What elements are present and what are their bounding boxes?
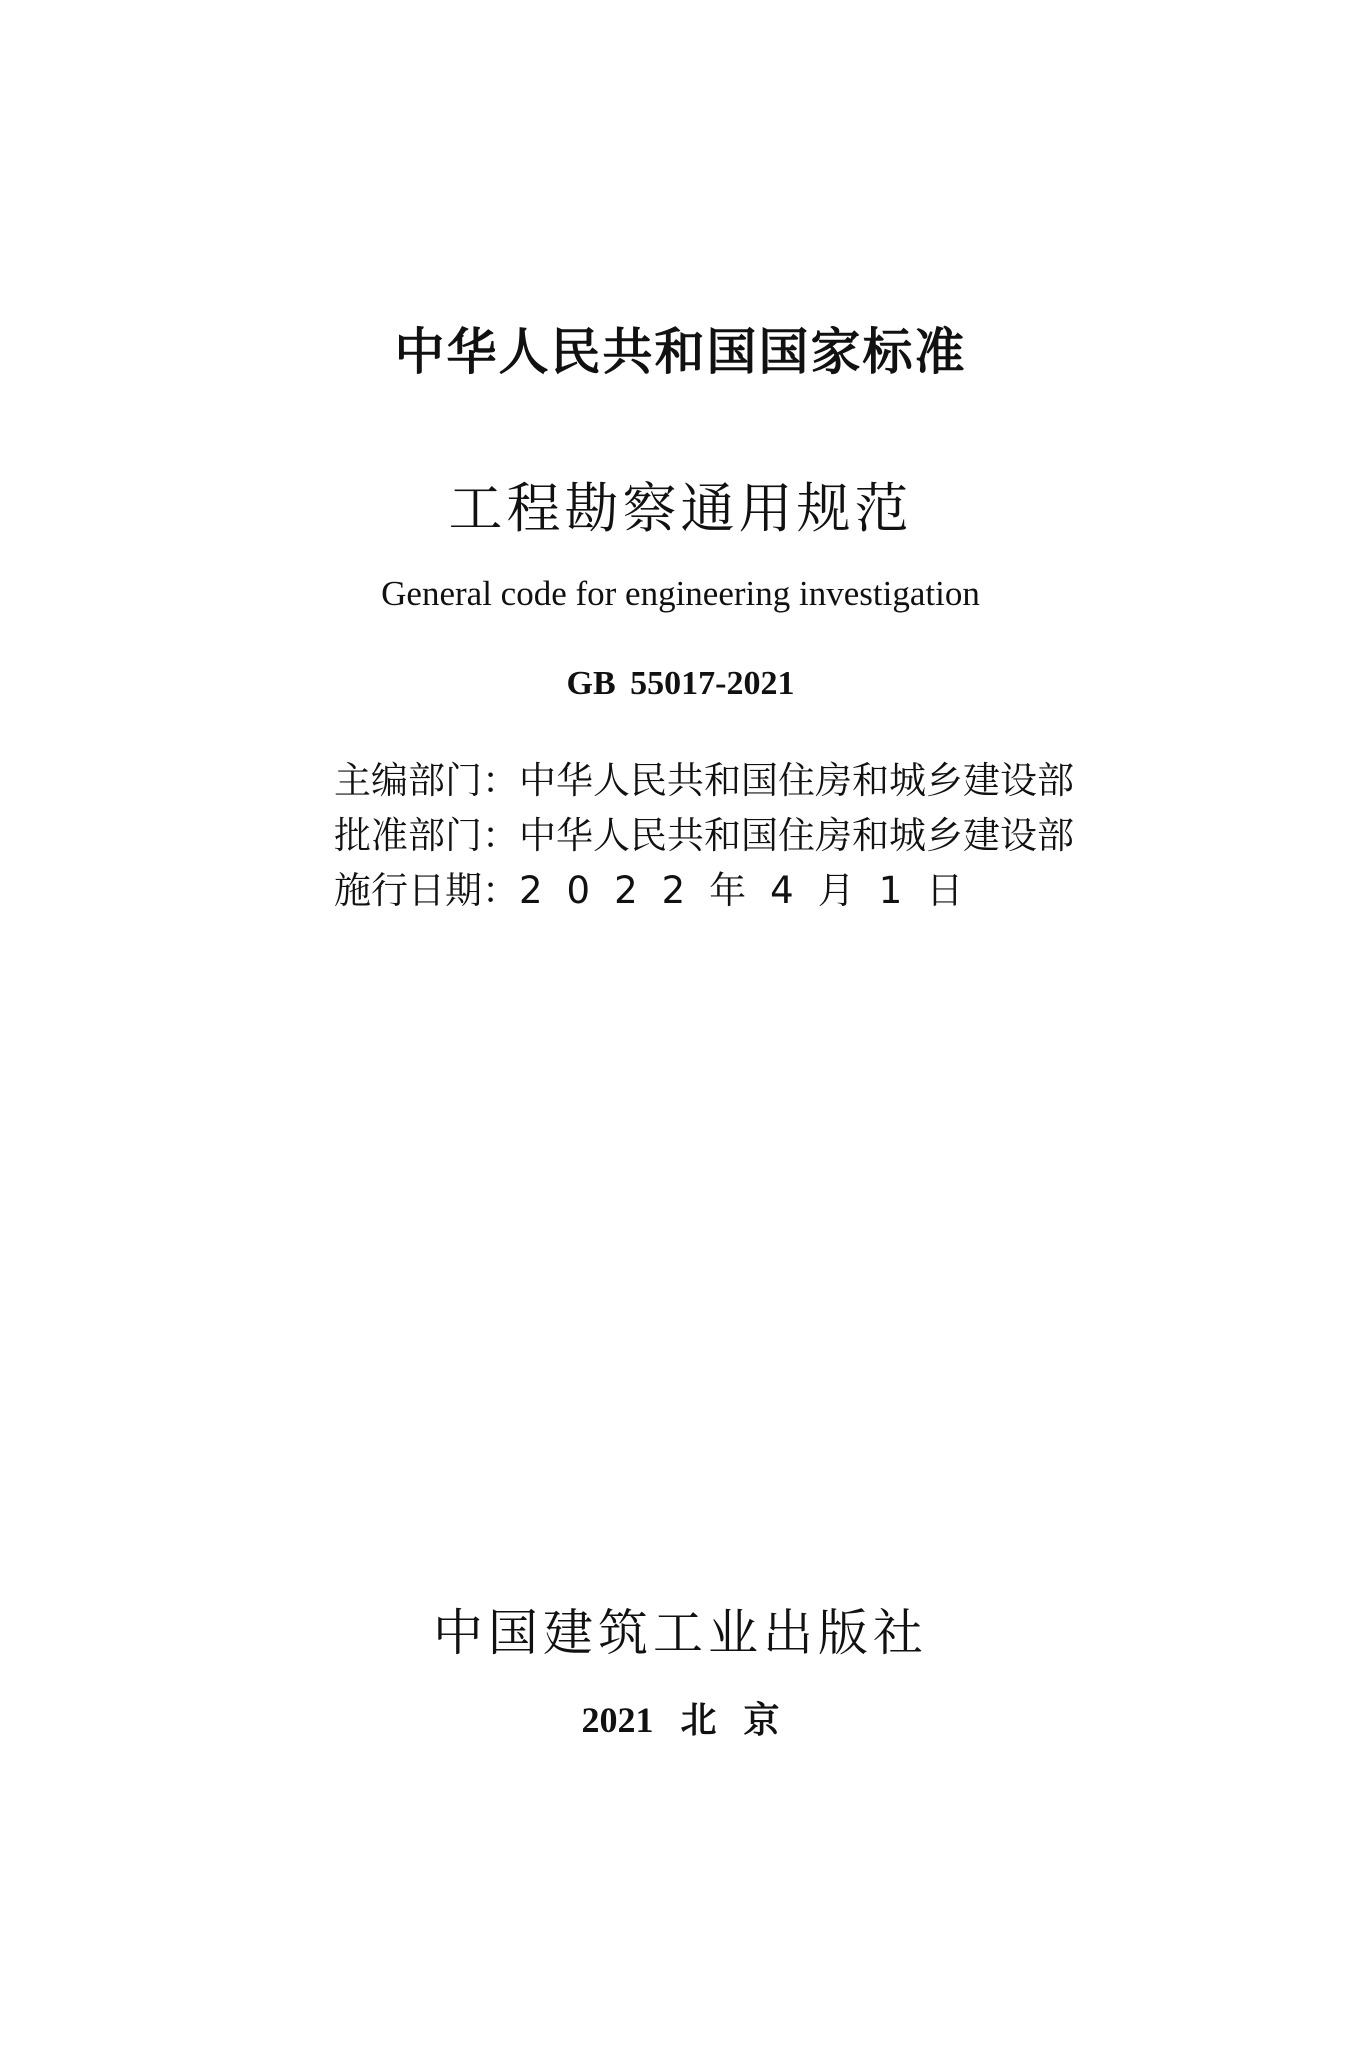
national-standard-heading: 中华人民共和国国家标准	[394, 323, 967, 381]
approver-department-value: 中华人民共和国住房和城乡建设部	[519, 814, 1074, 857]
editor-department-label: 主编部门：	[334, 759, 519, 802]
effective-date-label: 施行日期：	[334, 869, 519, 912]
effective-date-value: 2022年4月1日	[519, 869, 988, 912]
publisher-name: 中国建筑工业出版社	[433, 1604, 928, 1662]
approver-department-row	[334, 805, 1094, 859]
effective-date-row	[334, 860, 1094, 914]
standard-code: GB 55017-2021	[566, 665, 795, 702]
document-title-chinese: 工程勘察通用规范	[448, 477, 913, 540]
approver-department-label: 批准部门：	[334, 814, 519, 857]
document-title-english: General code for engineering investigation	[381, 574, 980, 613]
editor-department-row	[334, 750, 1094, 804]
editor-department-value: 中华人民共和国住房和城乡建设部	[519, 759, 1074, 802]
publication-year-place: 2021 北 京	[581, 1700, 780, 1740]
